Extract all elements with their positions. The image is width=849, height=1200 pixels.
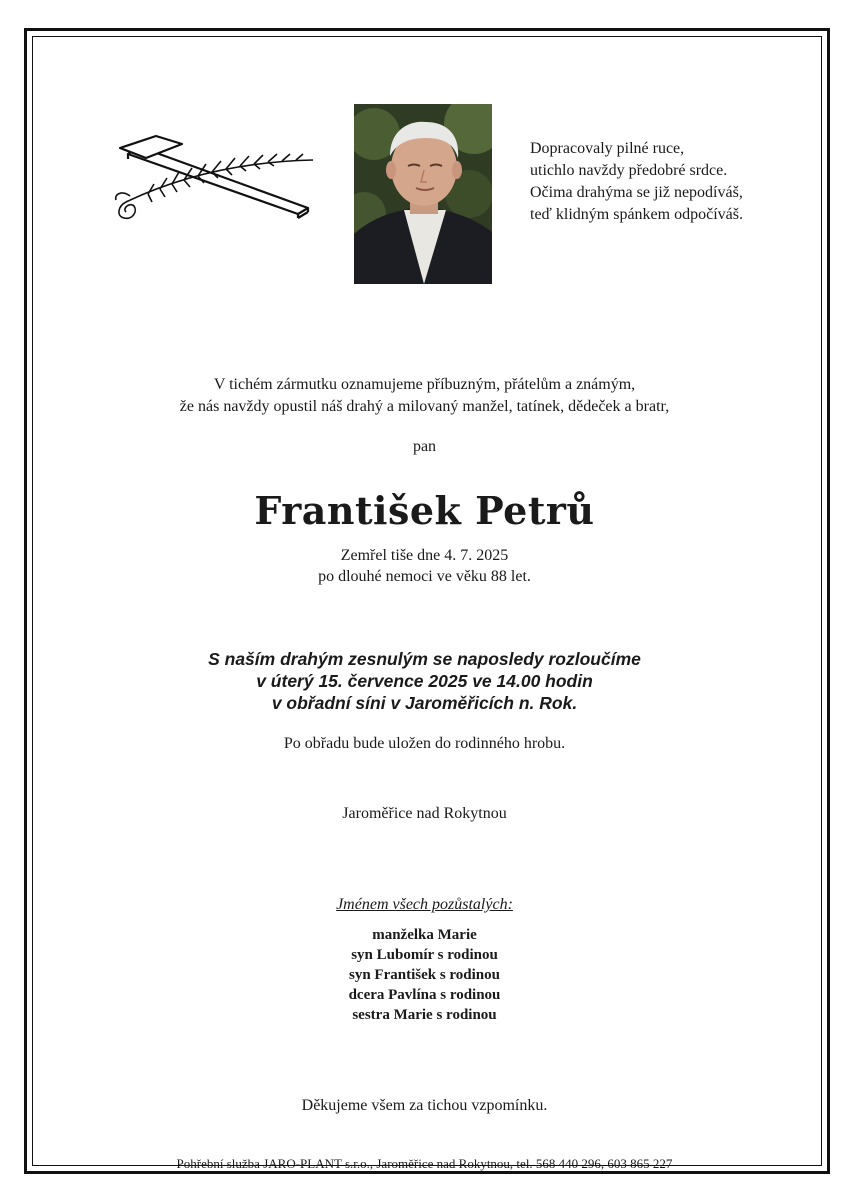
place-name: Jaroměřice nad Rokytnou <box>342 805 507 822</box>
farewell-ceremony-info <box>0 648 849 714</box>
portrait-photo <box>354 104 492 284</box>
relative-item: syn Lubomír s rodinou <box>351 947 498 963</box>
funeral-service-footer: Pohřební služba JARO-PLANT s.r.o., Jaroměřice nad Rokytnou, tel. 568 440 296, 603 865 227 <box>176 1156 673 1171</box>
burial-note: Po obřadu bude uložen do rodinného hrobu. <box>283 735 566 752</box>
on-behalf-label: Jménem všech pozůstalých: <box>336 896 513 913</box>
relative-item: syn František s rodinou <box>348 967 500 983</box>
relative-item: sestra Marie s rodinou <box>352 1007 497 1023</box>
farewell-location: v obřadní síni v Jaroměřicích n. Rok. <box>271 693 578 713</box>
poem-line: teď klidným spánkem odpočíváš. <box>530 206 743 223</box>
announcement-text <box>0 374 849 418</box>
farewell-line: S naším drahým zesnulým se naposledy rozloučíme <box>208 649 641 669</box>
memorial-poem <box>530 138 810 226</box>
poem-line: utichlo navždy předobré srdce. <box>530 162 728 179</box>
death-age-line: po dlouhé nemoci ve věku 88 let. <box>318 568 531 585</box>
death-date-line: Zemřel tiše dne 4. 7. 2025 <box>340 547 509 564</box>
relative-item: manželka Marie <box>372 927 477 943</box>
announcement-line: že nás navždy opustil náš drahý a milovaný manžel, tatínek, dědeček a bratr, <box>179 398 670 415</box>
deceased-name: František Petrů <box>254 488 595 533</box>
poem-line: Dopracovaly pilné ruce, <box>530 140 685 157</box>
thanks-note: Děkujeme všem za tichou vzpomínku. <box>301 1097 548 1114</box>
salutation: pan <box>412 438 437 455</box>
announcement-line: V tichém zármutku oznamujeme příbuzným, přátelům a známým, <box>213 376 636 393</box>
relative-item: dcera Pavlína s rodinou <box>348 987 501 1003</box>
relatives-list <box>0 925 849 1025</box>
farewell-datetime: v úterý 15. července 2025 ve 14.00 hodin <box>256 671 593 691</box>
poem-line: Očima drahýma se již nepodíváš, <box>530 184 743 201</box>
cross-with-palm-icon <box>108 132 323 227</box>
death-info <box>0 545 849 587</box>
